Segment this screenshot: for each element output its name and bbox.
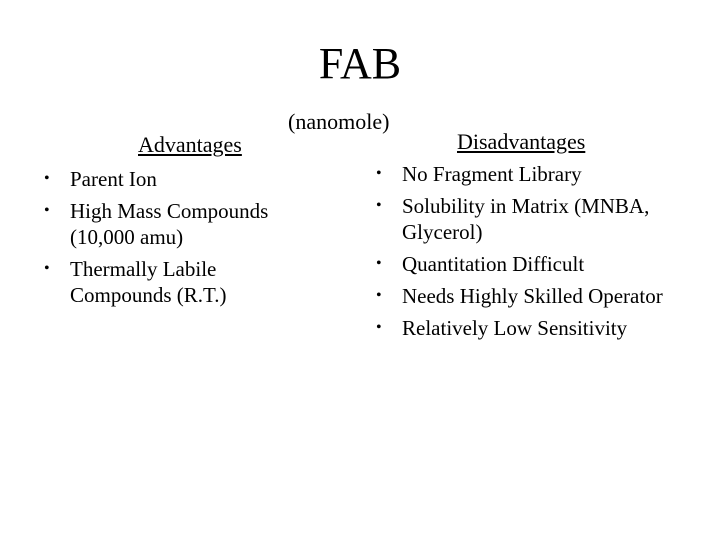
- disadvantages-list: [376, 161, 676, 347]
- bullet-icon: •: [44, 202, 50, 219]
- disadvantage-item: [376, 193, 676, 245]
- bullet-icon: •: [376, 197, 382, 214]
- slide-subtitle: (nanomole): [288, 109, 390, 134]
- disadvantage-item: [376, 315, 676, 341]
- bullet-icon: •: [376, 287, 382, 304]
- bullet-icon: •: [44, 260, 50, 277]
- advantage-item: [44, 198, 314, 250]
- disadvantage-item-text: Relatively Low Sensitivity: [402, 316, 628, 340]
- advantage-item: [44, 256, 314, 308]
- disadvantage-item-text: Solubility in Matrix (MNBA, Glycerol): [402, 194, 650, 244]
- disadvantage-item: [376, 283, 676, 309]
- bullet-icon: •: [376, 255, 382, 272]
- disadvantage-item: [376, 161, 676, 187]
- advantage-item: [44, 166, 314, 192]
- disadvantage-item: [376, 251, 676, 277]
- bullet-icon: •: [44, 170, 50, 187]
- advantage-item-text: Parent Ion: [70, 167, 157, 191]
- advantage-item-text: High Mass Compounds (10,000 amu): [70, 199, 269, 249]
- bullet-icon: •: [376, 165, 382, 182]
- bullet-icon: •: [376, 319, 382, 336]
- disadvantage-item-text: Quantitation Difficult: [402, 252, 585, 276]
- disadvantages-heading: Disadvantages: [457, 129, 586, 154]
- advantages-heading: Advantages: [138, 132, 242, 157]
- advantages-list: [44, 166, 314, 314]
- disadvantage-item-text: Needs Highly Skilled Operator: [402, 284, 663, 308]
- slide-title: FAB: [318, 39, 402, 88]
- disadvantage-item-text: No Fragment Library: [402, 162, 582, 186]
- advantage-item-text: Thermally Labile Compounds (R.T.): [70, 257, 227, 307]
